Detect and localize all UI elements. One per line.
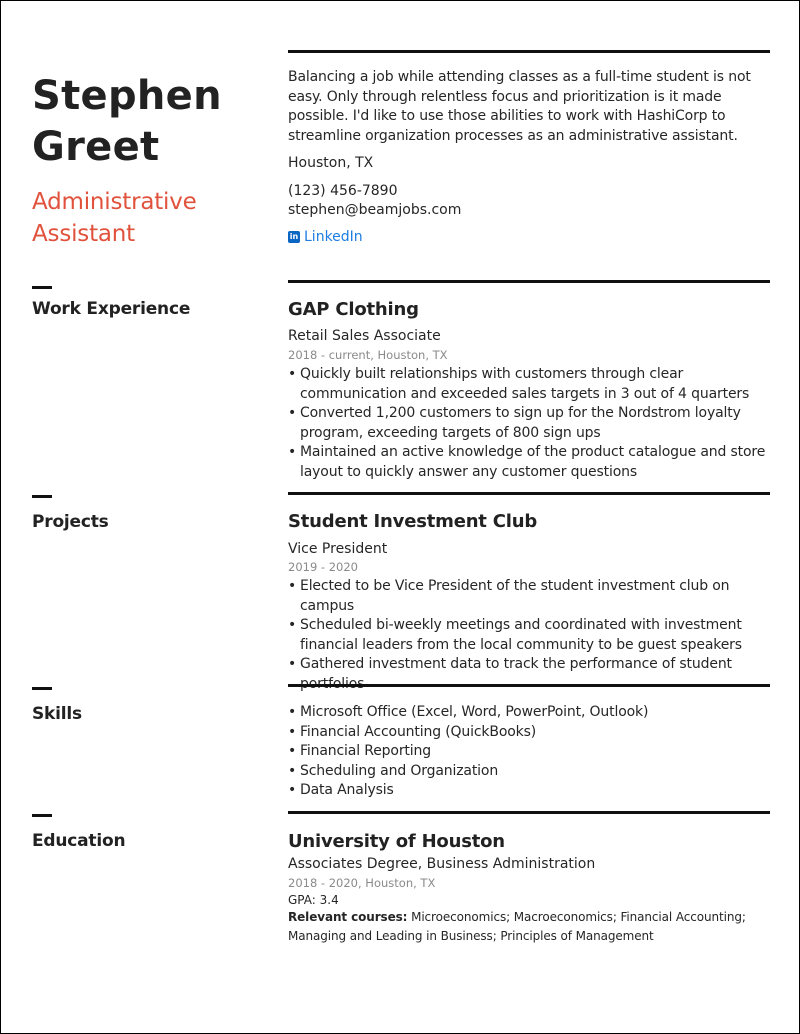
email: stephen@beamjobs.com [288, 202, 462, 218]
school-name: University of Houston [288, 831, 505, 852]
phone: (123) 456-7890 [288, 183, 398, 199]
project-bullets [288, 577, 770, 694]
work-date: 2018 - current, Houston, TX [288, 348, 448, 362]
education-dash [32, 814, 52, 817]
courses-label: Relevant courses: [288, 910, 408, 924]
bullet-glyph: • [288, 704, 297, 720]
skills-heading: Skills [32, 704, 82, 724]
job-title-line-2: Assistant [32, 221, 135, 247]
degree: Associates Degree, Business Administration [288, 856, 596, 872]
skills-list [288, 703, 770, 801]
list-item: • Scheduling and Organization [288, 762, 770, 782]
list-item: • Gathered investment data to track the performance of student [288, 655, 770, 694]
gpa: GPA: 3.4 [288, 893, 339, 907]
bullet-glyph: • [288, 366, 297, 382]
job-title [32, 186, 262, 250]
projects-heading: Projects [32, 512, 109, 532]
skills-dash [32, 687, 52, 690]
list-item: • Maintained an active knowledge of the product catalogue and store layout to quickly answer any customer questions [288, 444, 766, 480]
linkedin-icon: in [289, 232, 299, 241]
projects-dash [32, 495, 52, 498]
relevant-courses [288, 908, 770, 946]
work-experience-dash [32, 286, 52, 289]
skills-rule [288, 684, 770, 687]
bullet-glyph: • [288, 578, 297, 594]
list-item: • Data Analysis [288, 781, 770, 801]
list-item: • Financial Reporting [288, 742, 770, 762]
education-heading: Education [32, 831, 126, 851]
bullet-glyph: • [288, 743, 297, 759]
project-role: Vice President [288, 541, 388, 557]
bullet-glyph: • [288, 723, 297, 740]
bullet-glyph: • [288, 782, 297, 798]
bullet-glyph: • [288, 656, 297, 672]
linkedin-label: LinkedIn [304, 229, 363, 245]
location: Houston, TX [288, 155, 374, 171]
project-name: Student Investment Club [288, 511, 538, 532]
job-title-line-1: Administrative [32, 189, 197, 215]
education-date: 2018 - 2020, Houston, TX [288, 876, 436, 890]
last-name: Greet [32, 124, 160, 170]
summary-text: Balancing a job while attending classes as a full-time student is not easy. Only through relentless focus and prioritization is it made possible. I'd like to use those abilities to work with HashiCorp to streamline organization processes as an administrative assistant. [288, 69, 751, 144]
summary-top-rule [288, 50, 770, 53]
list-item: • Elected to be Vice President of the student investment club on campus [288, 578, 730, 614]
work-experience-rule [288, 280, 770, 283]
first-name: Stephen [32, 73, 222, 119]
list-item: • Microsoft Office (Excel, Word, PowerPoint, Outlook) [288, 703, 770, 723]
bullet-glyph: • [288, 617, 297, 633]
project-date: 2019 - 2020 [288, 560, 358, 574]
company-name: GAP Clothing [288, 299, 419, 320]
work-role: Retail Sales Associate [288, 328, 441, 344]
list-item: • Converted 1,200 customers to sign up for the Nordstrom loyalty program, exceeding targets of 800 sign ups [288, 405, 741, 441]
bullet-glyph: • [288, 444, 297, 460]
work-bullets [288, 365, 770, 482]
courses-list: Microeconomics; Macroeconomics; Financial Accounting; Managing and Leading in Business; Principles of Management [288, 910, 746, 943]
bullet-glyph: • [288, 405, 297, 421]
list-item: • Financial Accounting (QuickBooks) [288, 723, 770, 743]
list-item: • Scheduled bi-weekly meetings and coordinated with investment financial leaders from the local community to be guest speakers [288, 617, 742, 653]
linkedin-link[interactable] [288, 229, 770, 245]
list-item: • Quickly built relationships with customers through clear communication and exceeded sales targets in 3 out of 4 quarters [288, 366, 750, 402]
bullet-glyph: • [288, 762, 297, 779]
projects-rule [288, 492, 770, 495]
education-rule [288, 811, 770, 814]
candidate-name [32, 71, 262, 173]
work-experience-heading: Work Experience [32, 299, 191, 319]
